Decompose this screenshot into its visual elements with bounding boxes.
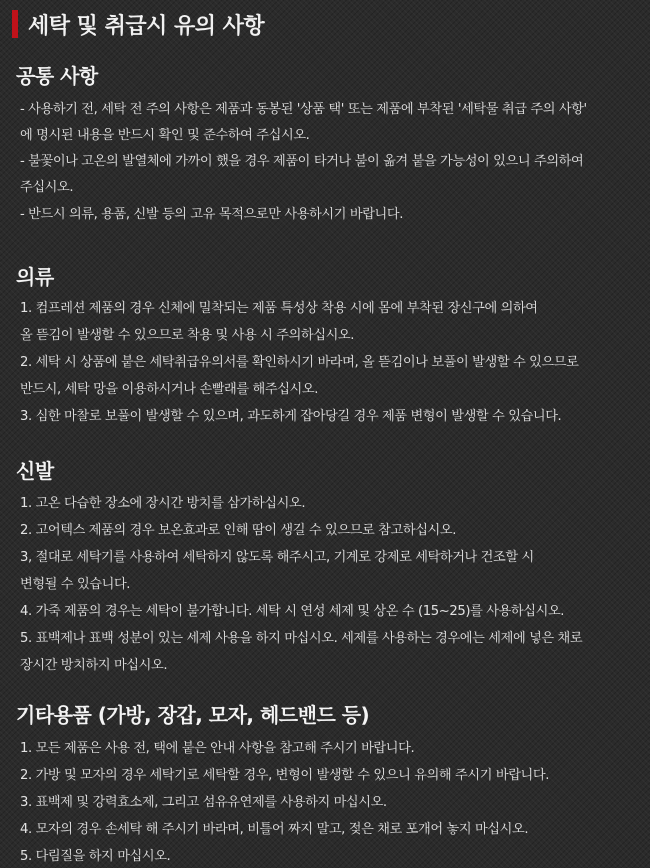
section-line: 2. 고어텍스 제품의 경우 보온효과로 인해 땀이 생길 수 있으므로 참고하십시오. [20,523,457,538]
section-line: 3, 절대로 세탁기를 사용하여 세탁하지 않도록 해주시고, 기계로 강제로 세탁하거나 건조할 시 [20,550,534,565]
section-line: 장시간 방치하지 마십시오. [20,658,168,673]
page-title: 세탁 및 취급시 유의 사항 [28,13,265,39]
section-line: 4. 가죽 제품의 경우는 세탁이 불가합니다. 세탁 시 연성 세제 및 상온 수 (15~25)를 사용하십시오. [20,604,565,619]
section-line: - 반드시 의류, 용품, 신발 등의 고유 목적으로만 사용하시기 바랍니다. [20,207,404,222]
section-line: 반드시, 세탁 망을 이용하시거나 손빨래를 해주십시오. [20,382,319,397]
section-line: 1. 고온 다습한 장소에 장시간 방치를 삼가하십시오. [20,496,306,511]
title-accent-bar [12,10,18,38]
section-line: 3. 표백제 및 강력효소제, 그리고 섬유유연제를 사용하지 마십시오. [20,795,387,810]
section-heading: 신발 [16,459,54,483]
section-heading: 공통 사항 [16,64,98,88]
section-line: 5. 다림질을 하지 마십시오. [20,849,171,864]
section-line: 에 명시된 내용을 반드시 확인 및 준수하여 주십시오. [20,128,310,143]
section-line: 1. 모든 제품은 사용 전, 택에 붙은 안내 사항을 참고해 주시기 바랍니다. [20,741,415,756]
section-line: 올 뜯김이 발생할 수 있으므로 착용 및 사용 시 주의하십시오. [20,328,355,343]
section-line: 2. 세탁 시 상품에 붙은 세탁취급유의서를 확인하시기 바라며, 올 뜯김이나 보풀이 발생할 수 있으므로 [20,355,579,370]
section-heading: 의류 [16,265,54,289]
section-line: 주십시오. [20,180,74,195]
section-line: 5. 표백제나 표백 성분이 있는 세제 사용을 하지 마십시오. 세제를 사용하는 경우에는 세제에 넣은 채로 [20,631,583,646]
section-heading: 기타용품 (가방, 장갑, 모자, 헤드밴드 등) [16,703,370,727]
section-line: 2. 가방 및 모자의 경우 세탁기로 세탁할 경우, 변형이 발생할 수 있으니 유의해 주시기 바랍니다. [20,768,549,783]
section-line: 1. 컴프레션 제품의 경우 신체에 밀착되는 제품 특성상 착용 시에 몸에 부착된 장신구에 의하여 [20,301,538,316]
section-line: 4. 모자의 경우 손세탁 해 주시기 바라며, 비틀어 짜지 말고, 젖은 채로 포개어 놓지 마십시오. [20,822,529,837]
section-line: 3. 심한 마찰로 보풀이 발생할 수 있으며, 과도하게 잡아당길 경우 제품 변형이 발생할 수 있습니다. [20,409,562,424]
title-bar [12,8,264,40]
section-line: - 사용하기 전, 세탁 전 주의 사항은 제품과 동봉된 '상품 택' 또는 제품에 부착된 '세탁물 취급 주의 사항' [20,102,587,117]
section-line: - 불꽃이나 고온의 발열체에 가까이 했을 경우 제품이 타거나 불이 옮겨 붙을 가능성이 있으니 주의하여 [20,154,584,169]
section-line: 변형될 수 있습니다. [20,577,131,592]
